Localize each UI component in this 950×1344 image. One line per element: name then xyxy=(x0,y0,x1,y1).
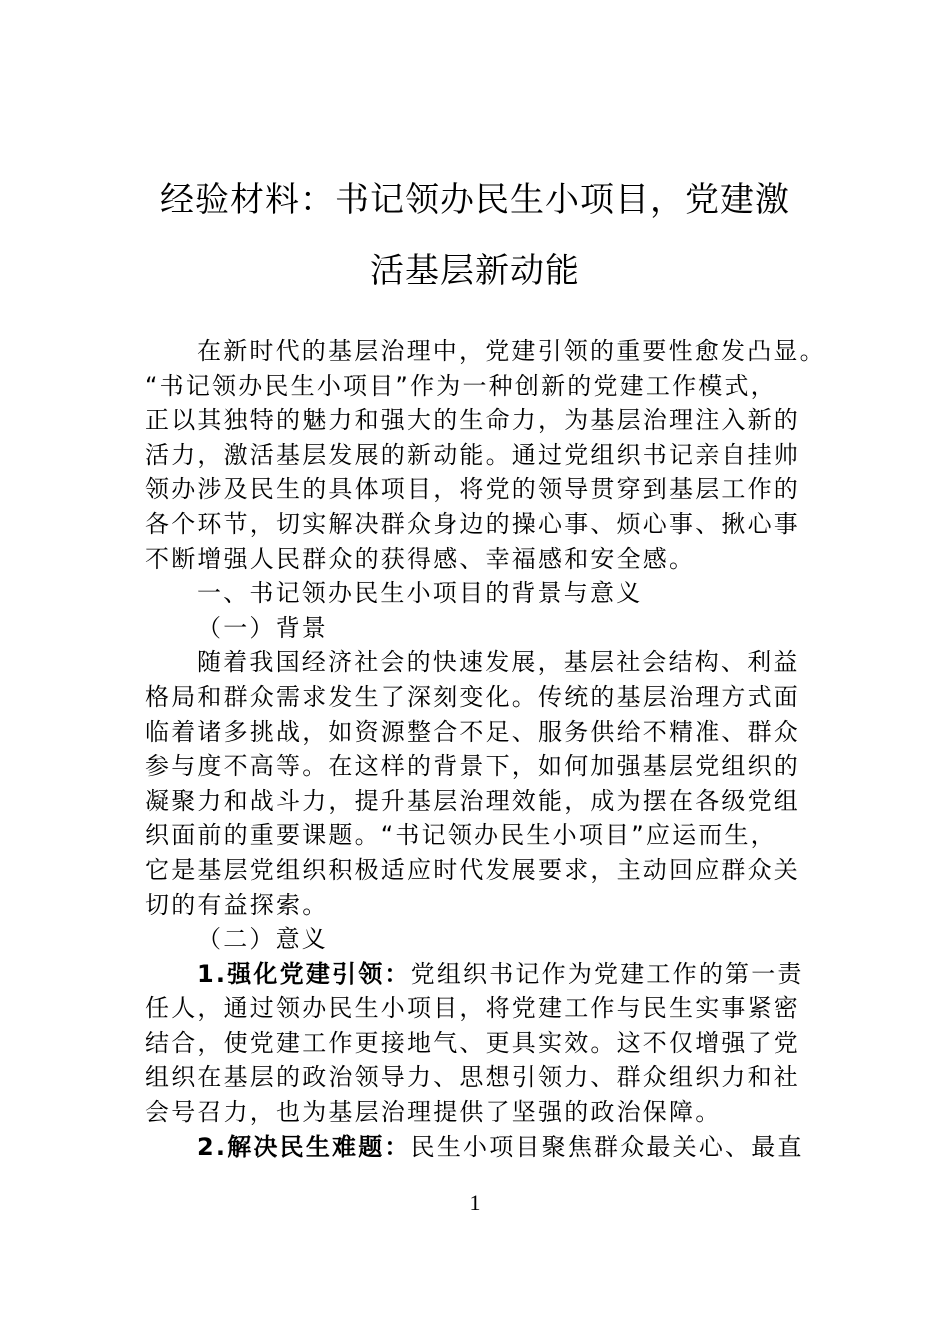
text-line xyxy=(145,403,825,438)
line-text: 民生小项目聚焦群众最关心、最直 xyxy=(410,1132,804,1161)
text-line xyxy=(145,749,825,784)
text-line xyxy=(145,853,825,888)
line-text: 会号召力，也为基层治理提供了坚强的政治保障。 xyxy=(145,1098,722,1127)
line-text: 任人，通过领办民生小项目，将党建工作与民生实事紧密 xyxy=(145,994,800,1023)
line-text: 结合，使党建工作更接地气、更具实效。这不仅增强了党 xyxy=(145,1028,800,1057)
line-text: 活力，激活基层发展的新动能。通过党组织书记亲自挂帅 xyxy=(145,440,800,469)
text-line xyxy=(145,818,825,853)
text-line xyxy=(145,438,825,473)
document-title-line-1: 经验材料：书记领办民生小项目，党建激 xyxy=(160,180,790,220)
text-line xyxy=(145,645,825,680)
line-text: 不断增强人民群众的获得感、幸福感和安全感。 xyxy=(145,544,696,573)
text-line xyxy=(145,611,825,646)
line-text: 临着诸多挑战，如资源整合不足、服务供给不精准、群众 xyxy=(145,717,800,746)
text-line xyxy=(145,922,825,957)
line-text: 切的有益探索。 xyxy=(145,890,329,919)
line-text: 随着我国经济社会的快速发展，基层社会结构、利益 xyxy=(197,648,800,677)
line-text: 参与度不高等。在这样的背景下，如何加强基层党组织的 xyxy=(145,752,800,781)
line-text: 格局和群众需求发生了深刻变化。传统的基层治理方式面 xyxy=(145,682,800,711)
line-text: 在新时代的基层治理中，党建引领的重要性愈发凸显。 xyxy=(197,337,826,365)
document-title-line-2: 活基层新动能 xyxy=(370,251,580,291)
line-text: 领办涉及民生的具体项目，将党的领导贯穿到基层工作的 xyxy=(145,475,800,504)
line-text: 凝聚力和战斗力，提升基层治理效能，成为摆在各级党组 xyxy=(145,786,800,815)
line-text: 正以其独特的魅力和强大的生命力，为基层治理注入新的 xyxy=(145,406,800,435)
text-line xyxy=(145,1130,825,1165)
text-line xyxy=(145,334,825,369)
line-text: 一、书记领办民生小项目的背景与意义 xyxy=(197,579,643,608)
text-line xyxy=(145,680,825,715)
bold-lead-in: 1.强化党建引领： xyxy=(197,959,411,988)
line-text: 组织在基层的政治领导力、思想引领力、群众组织力和社 xyxy=(145,1063,800,1092)
line-text: 它是基层党组织积极适应时代发展要求，主动回应群众关 xyxy=(145,855,800,884)
text-line xyxy=(145,784,825,819)
line-text: （一）背景 xyxy=(197,613,328,642)
text-line xyxy=(145,576,825,611)
text-line xyxy=(145,1060,825,1095)
text-line xyxy=(145,991,825,1026)
line-text: 织面前的重要课题。“书记领办民生小项目”应运而生， xyxy=(145,821,777,850)
line-text: 各个环节，切实解决群众身边的操心事、烦心事、揪心事 xyxy=(145,509,800,538)
line-text: 党组织书记作为党建工作的第一责 xyxy=(410,959,804,988)
document-body xyxy=(145,334,825,1164)
text-line xyxy=(145,542,825,577)
text-line xyxy=(145,1026,825,1061)
text-line xyxy=(145,1095,825,1130)
bold-lead-in: 2.解决民生难题： xyxy=(197,1132,411,1161)
text-line xyxy=(145,715,825,750)
page-number: 1 xyxy=(469,1190,481,1215)
text-line xyxy=(145,369,825,404)
text-line xyxy=(145,957,825,992)
line-text: “书记领办民生小项目”作为一种创新的党建工作模式， xyxy=(145,371,777,400)
text-line xyxy=(145,472,825,507)
text-line xyxy=(145,507,825,542)
line-text: （二）意义 xyxy=(197,925,328,954)
text-line xyxy=(145,888,825,923)
